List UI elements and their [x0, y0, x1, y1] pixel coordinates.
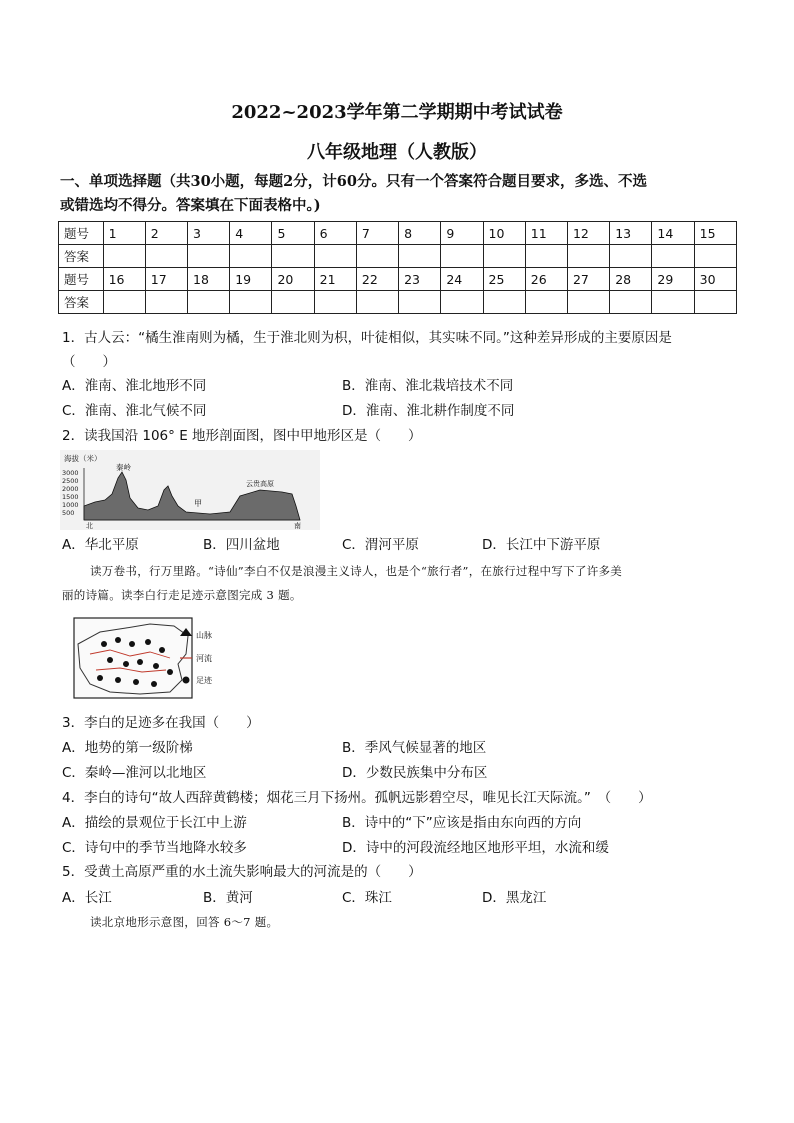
answer-cell[interactable] [103, 291, 145, 314]
label-north: 北 [86, 522, 93, 530]
profile-ytick: 1000 [62, 501, 79, 509]
answer-cell[interactable] [483, 245, 525, 268]
terrain-profile-figure [60, 450, 320, 530]
cell-num: 7 [356, 222, 398, 245]
answer-cell[interactable] [652, 291, 694, 314]
cell-num: 10 [483, 222, 525, 245]
q1-option-d[interactable]: D．淮南、淮北耕作制度不同 [342, 403, 515, 419]
answer-cell[interactable] [230, 245, 272, 268]
answer-cell[interactable] [272, 291, 314, 314]
q4-option-a[interactable]: A．描绘的景观位于长江中上游 [62, 815, 247, 831]
cell-num: 20 [272, 268, 314, 291]
answer-cell[interactable] [145, 245, 187, 268]
profile-ytick: 2500 [62, 477, 79, 485]
cell-num: 26 [525, 268, 567, 291]
cell-num: 6 [314, 222, 356, 245]
q3-option-d[interactable]: D．少数民族集中分布区 [342, 765, 488, 781]
answer-cell[interactable] [399, 245, 441, 268]
label-jia: 甲 [194, 499, 202, 508]
q4-option-c[interactable]: C．诗句中的季节当地降水较多 [62, 840, 247, 856]
exam-subtitle: 八年级地理（人教版） [307, 142, 487, 163]
q3-option-a[interactable]: A．地势的第一级阶梯 [62, 740, 193, 756]
cell-num: 8 [399, 222, 441, 245]
answer-cell[interactable] [441, 291, 483, 314]
answer-cell[interactable] [652, 245, 694, 268]
section-heading-line1: 一、单项选择题（共30小题，每题2分，计60分。只有一个答案符合题目要求，多选、不选 [60, 173, 647, 190]
answer-cell[interactable] [567, 291, 609, 314]
row-label-ans: 答案 [59, 291, 104, 314]
q5-option-a[interactable]: A．长江 [62, 890, 112, 906]
q2-option-c[interactable]: C．渭河平原 [342, 537, 419, 553]
q3-stem: 3．李白的足迹多在我国（ ） [62, 715, 260, 731]
q1-option-b[interactable]: B．淮南、淮北栽培技术不同 [342, 378, 514, 394]
answer-cell[interactable] [314, 245, 356, 268]
cell-num: 22 [356, 268, 398, 291]
answer-cell[interactable] [103, 245, 145, 268]
q1-option-c[interactable]: C．淮南、淮北气候不同 [62, 403, 207, 419]
label-qinling: 秦岭 [116, 463, 131, 472]
q4-stem: 4．李白的诗句“故人西辞黄鹤楼；烟花三月下扬州。孤帆远影碧空尽，唯见长江天际流。” （ ） [62, 790, 652, 806]
cell-num: 4 [230, 222, 272, 245]
cell-num: 24 [441, 268, 483, 291]
answer-cell[interactable] [356, 245, 398, 268]
profile-ytick: 3000 [62, 469, 79, 477]
answer-cell[interactable] [399, 291, 441, 314]
answer-cell[interactable] [567, 245, 609, 268]
q2-option-b[interactable]: B．四川盆地 [203, 537, 280, 553]
answer-cell[interactable] [272, 245, 314, 268]
answer-table-row-num2 [59, 268, 737, 291]
cell-num: 2 [145, 222, 187, 245]
cell-num: 11 [525, 222, 567, 245]
li-bai-footprint-map [70, 614, 242, 700]
exam-title: 2022~2023学年第二学期期中考试试卷 [231, 102, 563, 123]
footprint-icon [183, 677, 190, 684]
q5-option-c[interactable]: C．珠江 [342, 890, 392, 906]
q4-option-d[interactable]: D．诗中的河段流经地区地形平坦，水流和缓 [342, 840, 609, 856]
cell-num: 9 [441, 222, 483, 245]
answer-cell[interactable] [525, 245, 567, 268]
cell-num: 25 [483, 268, 525, 291]
q2-option-a[interactable]: A．华北平原 [62, 537, 139, 553]
cell-num: 14 [652, 222, 694, 245]
cell-num: 29 [652, 268, 694, 291]
label-south: 南 [294, 522, 301, 530]
q2-option-d[interactable]: D．长江中下游平原 [482, 537, 601, 553]
cell-num: 12 [567, 222, 609, 245]
legend-mountain: 山脉 [196, 631, 212, 640]
answer-cell[interactable] [525, 291, 567, 314]
cell-num: 19 [230, 268, 272, 291]
q1-option-a[interactable]: A．淮南、淮北地形不同 [62, 378, 207, 394]
cell-num: 15 [694, 222, 736, 245]
cell-num: 1 [103, 222, 145, 245]
cell-num: 5 [272, 222, 314, 245]
answer-cell[interactable] [314, 291, 356, 314]
answer-cell[interactable] [694, 291, 736, 314]
profile-ytick: 1500 [62, 493, 79, 501]
q1-stem-line2: （ ） [62, 354, 116, 370]
answer-cell[interactable] [610, 291, 652, 314]
answer-table-row-num1 [59, 222, 737, 245]
cell-num: 30 [694, 268, 736, 291]
cell-num: 13 [610, 222, 652, 245]
q3-option-b[interactable]: B．季风气候显著的地区 [342, 740, 487, 756]
answer-cell[interactable] [188, 291, 230, 314]
profile-ytick: 500 [62, 509, 75, 517]
cell-num: 16 [103, 268, 145, 291]
q5-option-d[interactable]: D．黑龙江 [482, 890, 547, 906]
legend-footprint: 足迹 [196, 676, 212, 685]
cell-num: 23 [399, 268, 441, 291]
answer-cell[interactable] [610, 245, 652, 268]
answer-cell[interactable] [694, 245, 736, 268]
q1-stem-line1: 1．古人云：“橘生淮南则为橘，生于淮北则为枳，叶徒相似，其实味不同。”这种差异形成的主要原因是 [62, 330, 672, 346]
section-heading [60, 170, 740, 218]
reading1-line1: 读万卷书，行万里路。“诗仙”李白不仅是浪漫主义诗人，也是个“旅行者”，在旅行过程中写下了许多美 [90, 564, 623, 578]
row-label-num: 题号 [59, 222, 104, 245]
answer-cell[interactable] [145, 291, 187, 314]
reading1-line2: 丽的诗篇。读李白行走足迹示意图完成 3 题。 [62, 588, 302, 602]
profile-ytick: 2000 [62, 485, 79, 493]
cell-num: 21 [314, 268, 356, 291]
label-yungui: 云贵高原 [246, 480, 274, 488]
cell-num: 28 [610, 268, 652, 291]
answer-cell[interactable] [188, 245, 230, 268]
reading2: 读北京地形示意图，回答 6～7 题。 [90, 915, 279, 929]
answer-table [58, 221, 737, 314]
row-label-num: 题号 [59, 268, 104, 291]
cell-num: 3 [188, 222, 230, 245]
answer-cell[interactable] [230, 291, 272, 314]
q3-option-c[interactable]: C．秦岭—淮河以北地区 [62, 765, 207, 781]
answer-cell[interactable] [441, 245, 483, 268]
q5-option-b[interactable]: B．黄河 [203, 890, 253, 906]
cell-num: 18 [188, 268, 230, 291]
legend-river: 河流 [196, 654, 212, 663]
answer-cell[interactable] [483, 291, 525, 314]
row-label-ans: 答案 [59, 245, 104, 268]
q5-stem: 5．受黄土高原严重的水土流失影响最大的河流是的（ ） [62, 864, 422, 880]
q4-option-b[interactable]: B．诗中的“下”应该是指由东向西的方向 [342, 815, 582, 831]
cell-num: 27 [567, 268, 609, 291]
q2-stem: 2．读我国沿 106° E 地形剖面图，图中甲地形区是（ ） [62, 428, 422, 444]
section-heading-line2: 或错选均不得分。答案填在下面表格中。) [60, 197, 321, 214]
answer-table-row-ans2 [59, 291, 737, 314]
answer-cell[interactable] [356, 291, 398, 314]
answer-table-row-ans1 [59, 245, 737, 268]
profile-ylabel: 海拔（米） [64, 454, 102, 463]
cell-num: 17 [145, 268, 187, 291]
